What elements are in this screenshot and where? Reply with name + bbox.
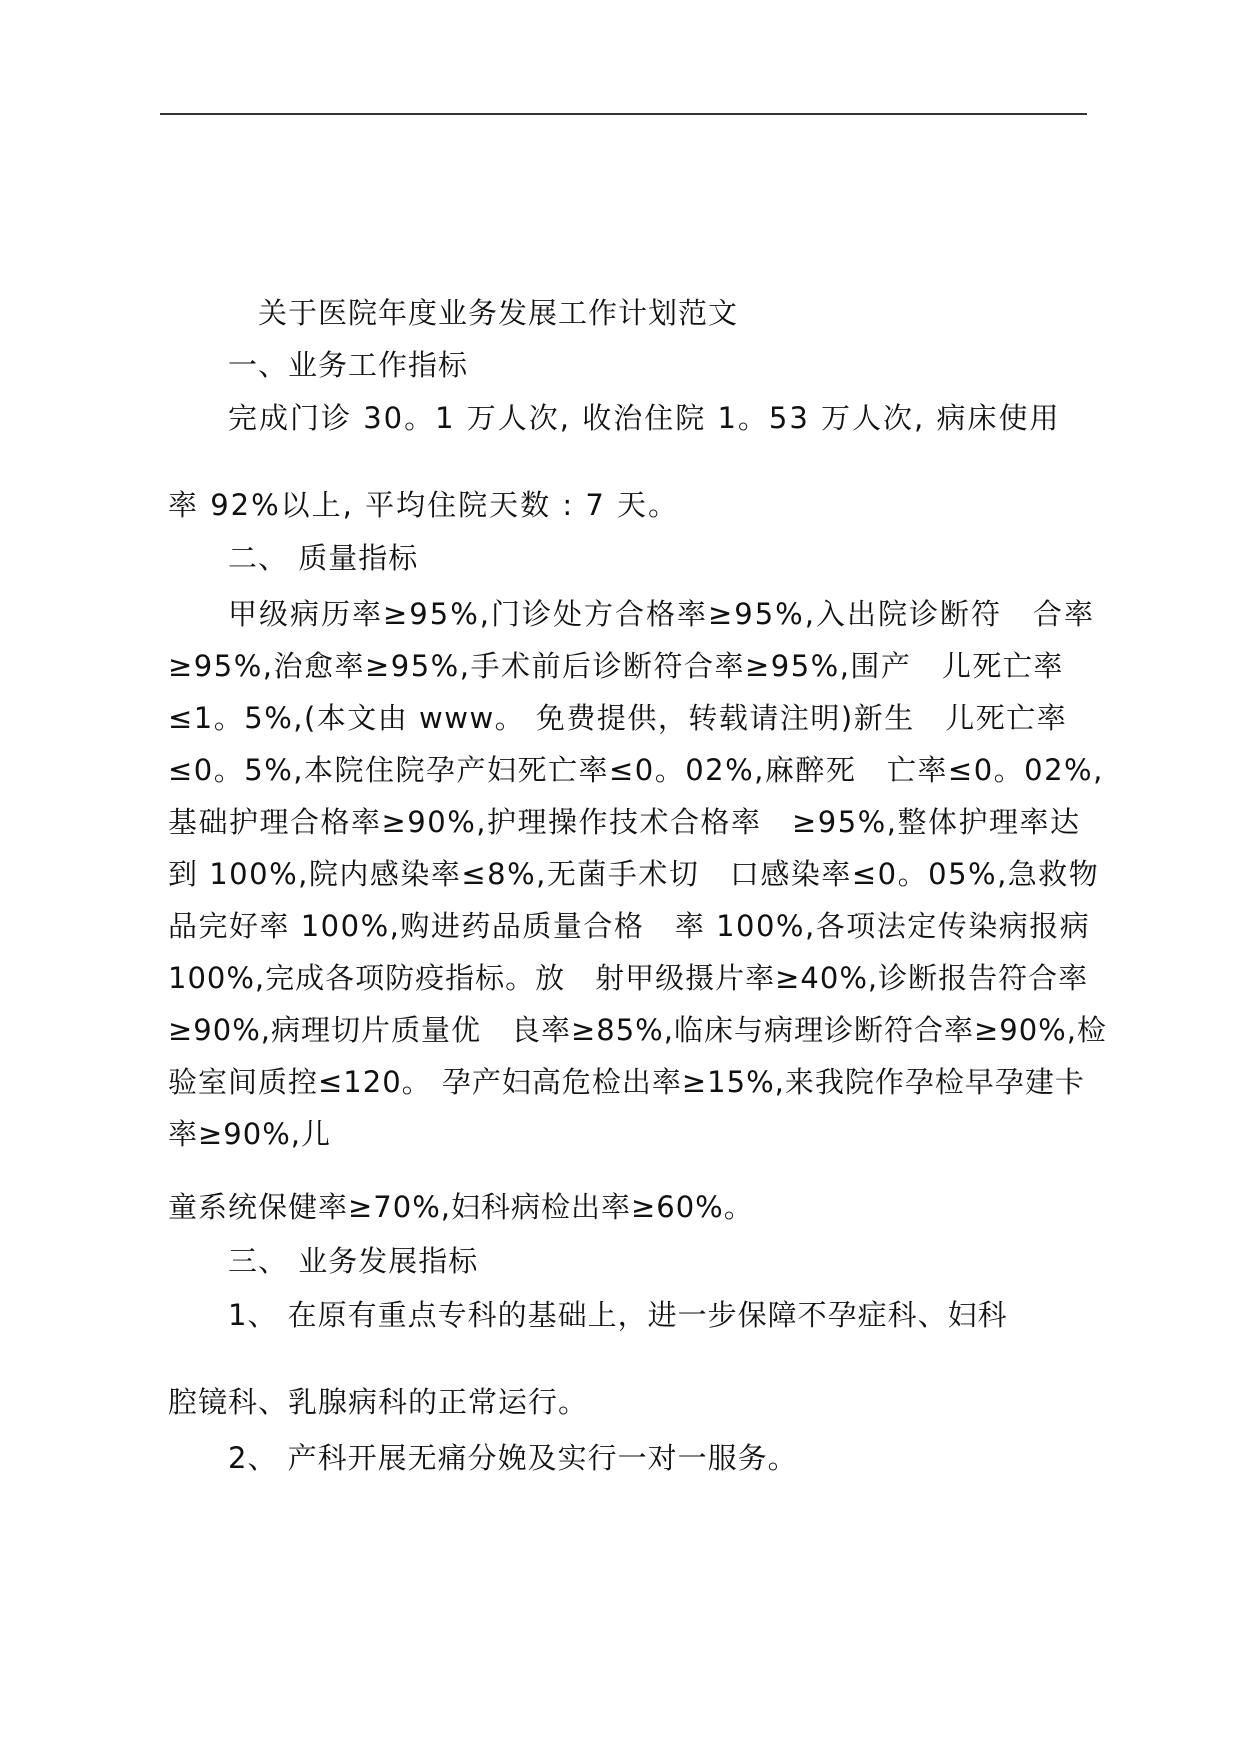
document-title: 关于医院年度业务发展工作计划范文 [258, 296, 739, 330]
paragraph-line: ≥95%,治愈率≥95%,手术前后诊断符合率≥95%,围产 儿死亡率 [168, 649, 1064, 683]
paragraph-line: ≤1。5%,(本文由 www。 免费提供，转载请注明)新生 儿死亡率 [168, 701, 1068, 735]
header-rule [160, 113, 1087, 115]
paragraph-line: 到 100%,院内感染率≤8%,无菌手术切 口感染率≤0。05%,急救物 [168, 857, 1100, 891]
paragraph-line: 率 92%以上, 平均住院天数 : 7 天。 [168, 488, 679, 522]
paragraph-line: 100%,完成各项防疫指标。放 射甲级摄片率≥40%,诊断报告符合率 [168, 961, 1089, 995]
paragraph-line: 品完好率 100%,购进药品质量合格 率 100%,各项法定传染病报病 [168, 909, 1091, 943]
paragraph-line: 2、 产科开展无痛分娩及实行一对一服务。 [228, 1441, 798, 1475]
section-heading-2: 二、 质量指标 [228, 541, 419, 575]
paragraph-line: 率≥90%,儿 [168, 1117, 331, 1151]
paragraph-line: 验室间质控≤120。 孕产妇高危检出率≥15%,来我院作孕检早孕建卡 [168, 1065, 1085, 1099]
paragraph-line: 童系统保健率≥70%,妇科病检出率≥60%。 [168, 1190, 754, 1224]
section-heading-3: 三、 业务发展指标 [228, 1244, 479, 1278]
paragraph-line: 完成门诊 30。1 万人次, 收治住院 1。53 万人次, 病床使用 [228, 401, 1061, 435]
paragraph-line: 1、 在原有重点专科的基础上，进一步保障不孕症科、妇科 [228, 1298, 1008, 1332]
paragraph-line: 甲级病历率≥95%,门诊处方合格率≥95%,入出院诊断符 合率 [228, 597, 1095, 631]
paragraph-line: 基础护理合格率≥90%,护理操作技术合格率 ≥95%,整体护理率达 [168, 805, 1081, 839]
paragraph-line: ≤0。5%,本院住院孕产妇死亡率≤0。02%,麻醉死 亡率≤0。02%, [168, 753, 1104, 787]
paragraph-line: ≥90%,病理切片质量优 良率≥85%,临床与病理诊断符合率≥90%,检 [168, 1013, 1107, 1047]
section-heading-1: 一、业务工作指标 [228, 348, 469, 382]
paragraph-line: 腔镜科、乳腺病科的正常运行。 [168, 1385, 589, 1419]
